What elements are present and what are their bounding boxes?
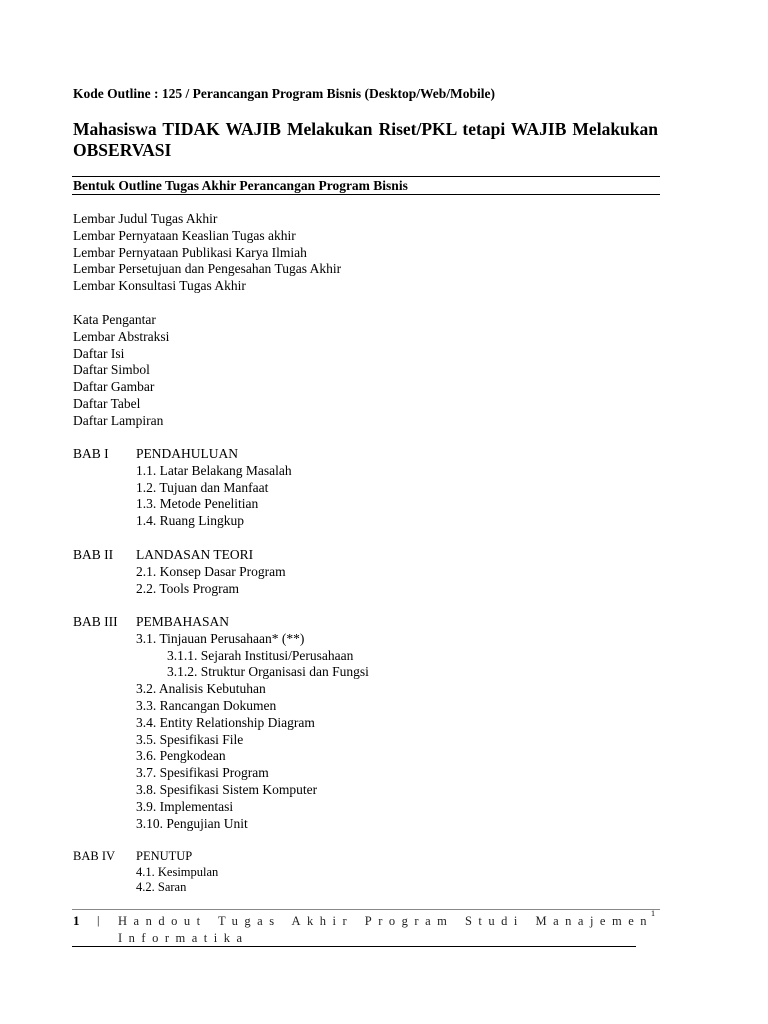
- section-item: 2.2. Tools Program: [136, 580, 240, 596]
- chapter-bab-2: [73, 547, 286, 597]
- list-item: Lembar Konsultasi Tugas Akhir: [73, 278, 246, 294]
- section-item: 3.8. Spesifikasi Sistem Komputer: [136, 781, 318, 797]
- chapter-title: PENUTUP: [136, 849, 193, 863]
- prelims-list: [73, 312, 169, 430]
- chapter-number: BAB IV: [73, 849, 116, 863]
- footer-superscript: 1: [651, 909, 655, 918]
- list-item: Lembar Persetujuan dan Pengesahan Tugas Akhir: [73, 261, 342, 277]
- list-item: Lembar Judul Tugas Akhir: [73, 211, 218, 226]
- chapter-title: PENDAHULUAN: [136, 446, 238, 461]
- footer-page-number: 1: [73, 913, 80, 928]
- front-pages-list: [73, 211, 341, 295]
- section-item: 2.1. Konsep Dasar Program: [136, 563, 286, 579]
- section-item: 4.1. Kesimpulan: [136, 864, 219, 879]
- subsection-item: 3.1.2. Struktur Organisasi dan Fungsi: [167, 664, 369, 680]
- section-item: 3.1. Tinjauan Perusahaan* (**): [136, 630, 305, 646]
- section-item: 3.2. Analisis Kebutuhan: [136, 681, 266, 697]
- chapter-bab-4: [73, 849, 218, 896]
- chapter-number: BAB II: [73, 547, 114, 562]
- chapter-title: LANDASAN TEORI: [136, 547, 254, 562]
- observation-notice: Mahasiswa TIDAK WAJIB Melakukan Riset/PKL tetapi WAJIB Melakukan OBSERVASI: [73, 119, 658, 160]
- footer-top-rule: [72, 909, 660, 910]
- footer-bottom-rule: [72, 946, 636, 947]
- chapter-number: BAB I: [73, 446, 109, 461]
- footer-separator: |: [97, 913, 100, 927]
- list-item: Lembar Abstraksi: [73, 328, 170, 344]
- kode-outline: Kode Outline : 125 / Perancangan Program Bisnis (Desktop/Web/Mobile): [73, 86, 496, 101]
- list-item: Daftar Simbol: [73, 362, 150, 378]
- section-item: 3.9. Implementasi: [136, 798, 234, 814]
- list-item: Daftar Isi: [73, 345, 125, 361]
- list-item: Daftar Tabel: [73, 395, 141, 411]
- chapter-bab-1: [73, 446, 292, 530]
- list-item: Daftar Lampiran: [73, 412, 164, 428]
- section-item: 1.3. Metode Penelitian: [136, 496, 259, 512]
- subsection-item: 3.1.1. Sejarah Institusi/Perusahaan: [167, 647, 354, 663]
- section-item: 1.1. Latar Belakang Masalah: [136, 462, 292, 478]
- chapter-title: PEMBAHASAN: [136, 614, 230, 629]
- section-item: 3.4. Entity Relationship Diagram: [136, 714, 315, 730]
- footer-handout-text: Handout Tugas Akhir Program Studi Manajemen Informatika: [118, 914, 653, 945]
- list-item: Daftar Gambar: [73, 379, 155, 395]
- section-item: 3.6. Pengkodean: [136, 748, 226, 764]
- outline-title: Bentuk Outline Tugas Akhir Perancangan Program Bisnis: [73, 178, 408, 193]
- list-item: Lembar Pernyataan Publikasi Karya Ilmiah: [73, 244, 307, 260]
- list-item: Lembar Pernyataan Keaslian Tugas akhir: [73, 227, 296, 243]
- section-item: 3.10. Pengujian Unit: [136, 815, 248, 831]
- chapter-bab-3: [73, 614, 369, 832]
- bottom-rule: [72, 194, 660, 195]
- chapter-number: BAB III: [73, 614, 118, 629]
- section-item: 3.7. Spesifikasi Program: [136, 765, 269, 781]
- section-item: 1.2. Tujuan dan Manfaat: [136, 479, 269, 495]
- top-rule: [72, 176, 660, 177]
- list-item: Kata Pengantar: [73, 312, 156, 327]
- section-item: 4.2. Saran: [136, 880, 187, 894]
- section-item: 3.5. Spesifikasi File: [136, 731, 244, 747]
- section-item: 1.4. Ruang Lingkup: [136, 513, 244, 529]
- section-item: 3.3. Rancangan Dokumen: [136, 697, 277, 713]
